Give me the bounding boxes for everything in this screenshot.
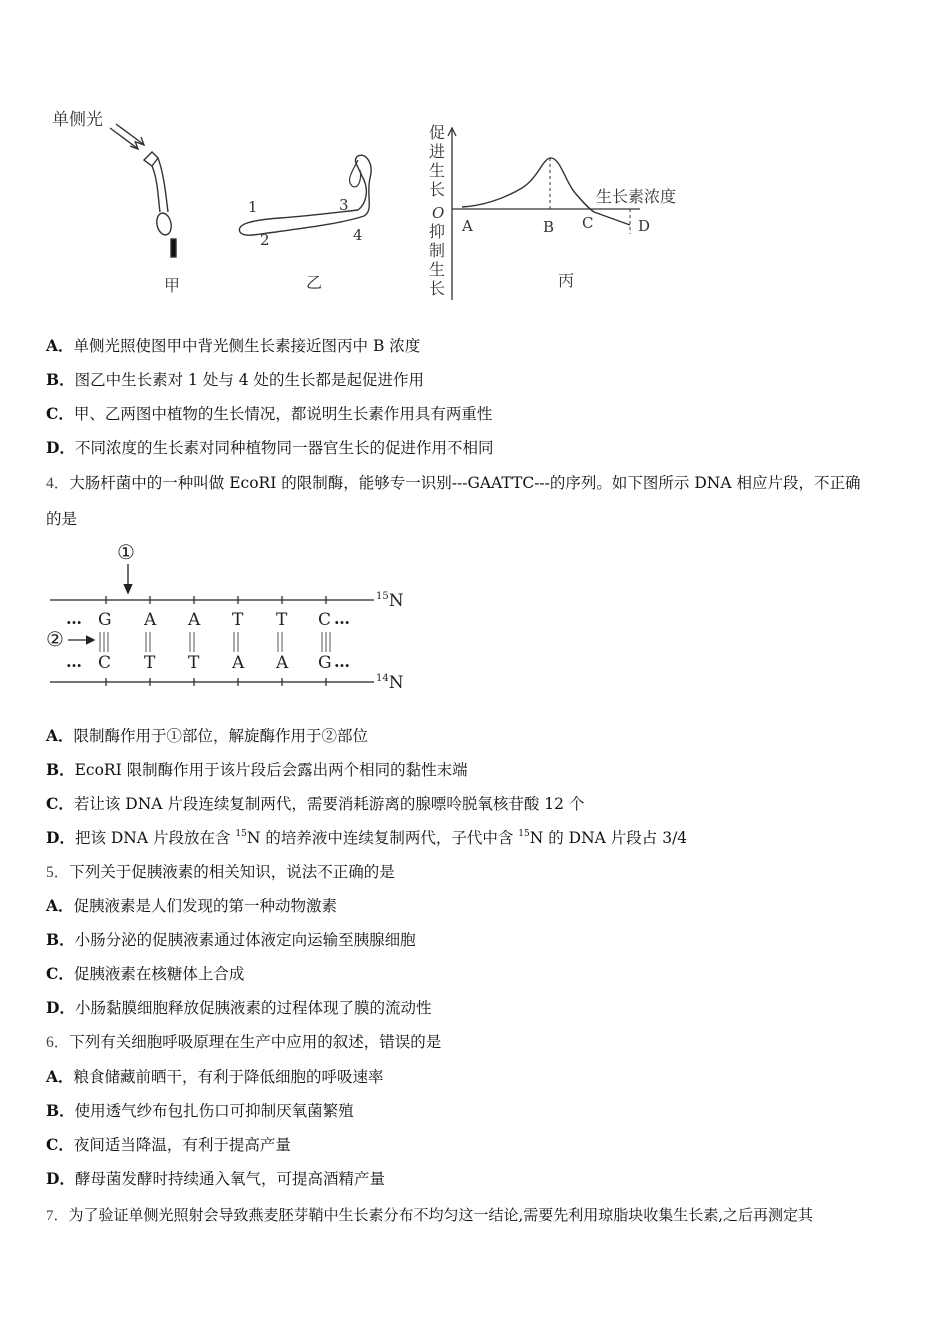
figure-jia <box>52 110 180 295</box>
top-base-6: C <box>318 610 332 630</box>
bottom-base-3: T <box>188 653 200 673</box>
bottom-strand-label <box>376 673 404 693</box>
top-left-ellipsis: … <box>66 609 82 628</box>
top-isotope-n: N <box>388 591 404 611</box>
bottom-isotope-sup: 14 <box>376 673 389 684</box>
marker-2: ② <box>46 627 64 651</box>
q4-option-d: D．把该 DNA 片段放在含 $^{15}$N 的培养液中连续复制两代，子代中含 $^{15}$N 的 DNA 片段占 3/4 <box>46 828 688 847</box>
q7-stem: 7．为了验证单侧光照射会导致燕麦胚芽鞘中生长素分布不均匀这一结论,需要先利用琼脂块收集生长素,之后再测定其 <box>46 1206 814 1224</box>
q3-option-a: A．单侧光照使图甲中背光侧生长素接近图丙中 B 浓度 <box>46 336 421 355</box>
x-point-A: A <box>462 217 473 235</box>
q4-stem: 4．大肠杆菌中的一种叫做 EcoRI 的限制酶，能够专一识别---GAATTC---的序列。如下图所示 DNA 相应片段，不正确 <box>46 474 861 492</box>
y-axis-top-label <box>429 123 450 199</box>
q6-stem: 6．下列有关细胞呼吸原理在生产中应用的叙述，错误的是 <box>46 1033 442 1051</box>
plant-growth-figure <box>40 100 720 310</box>
q4-stem-cont: 的是 <box>46 510 78 528</box>
yi-point-2: 2 <box>260 231 270 249</box>
y-top-char-1: 促 <box>429 123 446 142</box>
horizontal-seedling <box>239 155 371 235</box>
top-base-1: G <box>98 610 112 630</box>
top-strand-label <box>376 591 404 611</box>
marker-1: ① <box>117 540 135 564</box>
dna-figure <box>44 538 414 698</box>
light-arrows-icon <box>110 124 144 149</box>
q6-option-b: B．使用透气纱布包扎伤口可抑制厌氧菌繁殖 <box>46 1101 354 1120</box>
top-base-2: A <box>144 610 157 630</box>
q5-option-d: D．小肠黏膜细胞释放促胰液素的过程体现了膜的流动性 <box>46 998 432 1017</box>
hydrogen-bonds <box>100 632 330 652</box>
y-axis-origin: O <box>432 204 445 222</box>
y-bottom-char-1: 抑 <box>429 222 446 241</box>
arrow-right-icon <box>86 636 94 644</box>
top-right-ellipsis: … <box>334 609 350 628</box>
y-bottom-char-2: 制 <box>429 241 446 260</box>
y-bottom-char-3: 生 <box>429 260 446 279</box>
bottom-base-1: C <box>98 653 112 673</box>
bottom-base-4: A <box>232 653 245 673</box>
yi-point-4: 4 <box>353 226 363 244</box>
q4-option-b: B．EcoRI 限制酶作用于该片段后会露出两个相同的黏性末端 <box>46 760 468 779</box>
q4-option-c: C．若让该 DNA 片段连续复制两代，需要消耗游离的腺嘌呤脱氧核苷酸 12 个 <box>46 794 585 813</box>
bottom-base-2: T <box>144 653 156 673</box>
bottom-base-6: G <box>318 653 332 673</box>
bottom-base-5: A <box>276 653 289 673</box>
seedling-jia <box>144 152 176 257</box>
q6-option-a: A．粮食储藏前晒干，有利于降低细胞的呼吸速率 <box>46 1067 384 1086</box>
q6-option-d: D．酵母菌发酵时持续通入氧气，可提高酒精产量 <box>46 1169 385 1188</box>
q6-option-c: C．夜间适当降温，有利于提高产量 <box>46 1135 291 1154</box>
figure-yi <box>239 155 371 292</box>
bottom-left-ellipsis: … <box>66 652 82 671</box>
top-base-5: T <box>276 610 288 630</box>
yi-label: 乙 <box>306 273 323 292</box>
top-base-3: A <box>188 610 201 630</box>
x-point-B: B <box>543 218 555 236</box>
y-axis-bottom-label <box>429 222 450 298</box>
q5-option-a: A．促胰液素是人们发现的第一种动物激素 <box>46 896 338 915</box>
yi-point-3: 3 <box>339 196 349 214</box>
arrow-down-icon <box>124 584 132 593</box>
q3-option-d: D．不同浓度的生长素对同种植物同一器官生长的促进作用不相同 <box>46 438 494 457</box>
light-label: 单侧光 <box>52 110 103 130</box>
q3-option-c: C．甲、乙两图中植物的生长情况，都说明生长素作用具有两重性 <box>46 404 493 423</box>
bottom-right-ellipsis: … <box>334 652 350 671</box>
y-top-char-3: 生 <box>429 161 446 180</box>
x-axis-label: 生长素浓度 <box>596 187 677 206</box>
top-base-4: T <box>232 610 244 630</box>
bottom-isotope-n: N <box>388 673 404 693</box>
yi-point-1: 1 <box>248 198 258 216</box>
y-bottom-char-4: 长 <box>429 279 446 298</box>
jia-label: 甲 <box>164 276 181 295</box>
y-top-char-2: 进 <box>429 142 446 161</box>
bing-label: 丙 <box>558 271 575 290</box>
x-point-C: C <box>582 214 594 232</box>
q5-stem: 5．下列关于促胰液素的相关知识，说法不正确的是 <box>46 863 395 881</box>
y-top-char-4: 长 <box>429 180 446 199</box>
x-point-D: D <box>638 217 651 235</box>
top-isotope-sup: 15 <box>376 591 389 602</box>
q5-option-c: C．促胰液素在核糖体上合成 <box>46 964 245 983</box>
q5-option-b: B．小肠分泌的促胰液素通过体液定向运输至胰腺细胞 <box>46 930 416 949</box>
q3-option-b: B．图乙中生长素对 1 处与 4 处的生长都是起促进作用 <box>46 370 425 389</box>
figure-bing <box>429 123 676 300</box>
q4-option-a: A．限制酶作用于①部位，解旋酶作用于②部位 <box>46 726 369 745</box>
